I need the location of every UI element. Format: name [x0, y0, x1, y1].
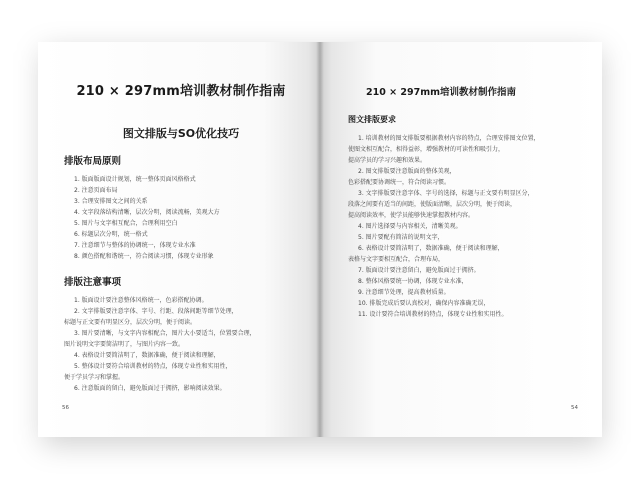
right-page-body — [348, 133, 578, 320]
paragraph-line: 4. 图片选择要与内容相关，清晰美观。 — [358, 223, 462, 230]
paragraph-line: 11. 设计要符合培训教材的特点，体现专业性和实用性。 — [358, 311, 508, 318]
section2-heading: 排版注意事项 — [64, 277, 122, 288]
paragraph-line: 4. 表格设计要简洁明了，数据准确，便于阅读和理解， — [74, 352, 220, 359]
paragraph-line: 色彩搭配要协调统一，符合阅读习惯。 — [348, 179, 451, 186]
paragraph-line: 10. 排版完成后要认真校对，确保内容准确无误， — [358, 300, 490, 307]
paragraph-line: 使图文相互配合，相得益彰，增强教材的可读性和吸引力， — [348, 146, 505, 153]
paragraph-line: 1. 版面设计要注意整体风格统一，色彩搭配协调。 — [74, 297, 208, 304]
left-page — [38, 42, 320, 437]
left-page-subtitle: 图文排版与SO优化技巧 — [122, 127, 240, 140]
list-item: 1. 版面版面设计规划，统一整体页面风格格式 — [74, 176, 196, 183]
paragraph-line: 提高阅读效率，使学员能够快速掌握教材内容。 — [348, 212, 475, 219]
paragraph-line: 3. 图片要清晰，与文字内容相配合，图片大小要适当，位置要合理， — [74, 330, 256, 337]
paragraph-line: 3. 文字排版要注意字体、字号的选择，标题与正文要有明显区分， — [358, 190, 534, 197]
right-page — [320, 42, 602, 437]
paragraph-line: 6. 注意版面的留白，避免版面过于拥挤，影响阅读效果。 — [74, 385, 226, 392]
paragraph-line: 提高学员的学习兴趣和效果。 — [348, 157, 427, 164]
list-item: 2. 注意页面布局 — [74, 187, 118, 194]
paragraph-line: 便于学员学习和掌握。 — [64, 374, 125, 381]
paragraph-line: 9. 注意细节处理，提高教材质量。 — [358, 289, 450, 296]
paragraph-line: 段落之间要有适当的间距，使版面清晰，层次分明，便于阅读， — [348, 201, 517, 208]
paragraph-line: 1. 培训教材的图文排版要根据教材内容的特点，合理安排图文位置， — [358, 135, 540, 142]
paragraph-line: 8. 整体风格要统一协调，体现专业水准， — [358, 278, 468, 285]
paragraph-line: 2. 图文排版要注意版面的整体美观， — [358, 168, 456, 175]
paragraph-line: 5. 整体设计要符合培训教材的特点，体现专业性和实用性， — [74, 363, 232, 370]
left-page-title: 210 × 297mm培训教材制作指南 — [76, 84, 286, 99]
right-page-number: 54 — [571, 405, 578, 411]
right-page-heading: 图文排版要求 — [348, 115, 396, 124]
right-page-title: 210 × 297mm培训教材制作指南 — [366, 87, 517, 98]
list-item: 8. 颜色搭配和谐统一，符合阅读习惯，体现专业形象 — [74, 253, 214, 260]
list-item: 4. 文字段落结构清晰，层次分明，阅读流畅，美观大方 — [74, 209, 220, 216]
paragraph-line: 7. 版面设计要注意留白，避免版面过于拥挤。 — [358, 267, 480, 274]
list-item: 5. 图片与文字相互配合，合理利用空白 — [74, 220, 178, 227]
list-item: 3. 合理安排图文之间的关系 — [74, 198, 148, 205]
section2-body — [64, 295, 298, 394]
section1-heading: 排版布局原则 — [64, 156, 122, 167]
paragraph-line: 标题与正文要有明显区分，层次分明，便于阅读。 — [64, 319, 197, 326]
left-page-number: 56 — [62, 405, 69, 411]
list-item: 6. 标题层次分明，统一格式 — [74, 231, 148, 238]
book-gutter — [316, 42, 324, 437]
paragraph-line: 图片说明文字要简洁明了，与图片内容一致。 — [64, 341, 185, 348]
paragraph-line: 表格与文字要相互配合，合理布局， — [348, 256, 445, 263]
list-item: 7. 注意细节与整体的协调统一，体现专业水准 — [74, 242, 196, 249]
paragraph-line: 6. 表格设计要简洁明了，数据准确，便于阅读和理解， — [358, 245, 504, 252]
paragraph-line: 2. 文字排版要注意字体、字号、行距、段落间距等细节处理， — [74, 308, 238, 315]
section1-list — [64, 174, 298, 262]
paragraph-line: 5. 图片要配有简洁的说明文字， — [358, 234, 444, 241]
